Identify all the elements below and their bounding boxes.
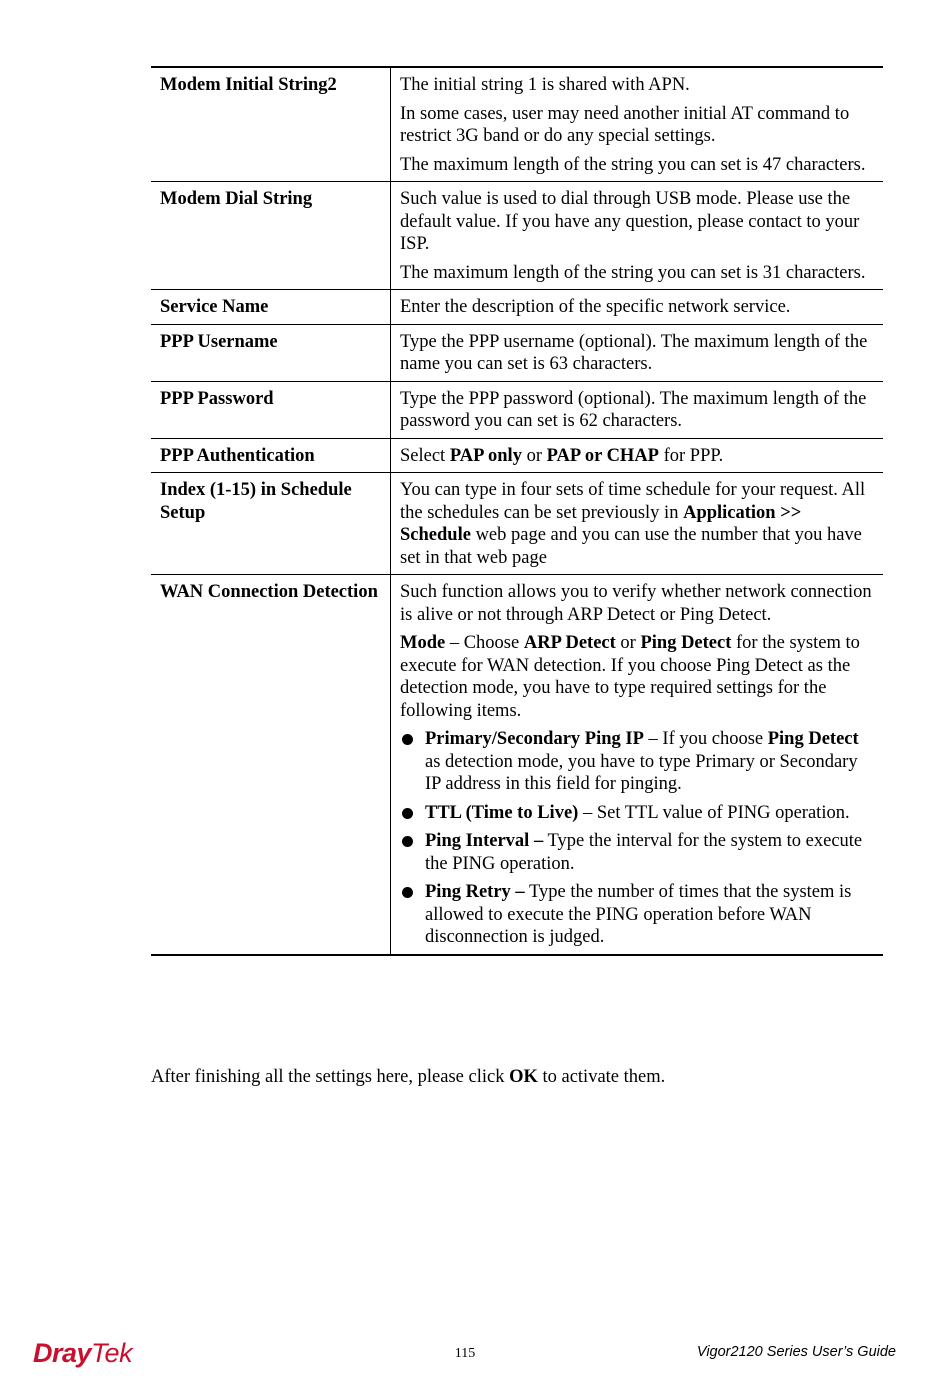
param-description [391, 438, 884, 473]
param-name: Modem Dial String [151, 182, 391, 290]
param-description [391, 381, 884, 438]
desc-paragraph: Mode – Choose ARP Detect or Ping Detect for the system to execute for WAN detection. If you choose Ping Detect as the detection mode, you have to type required settings for the following items. [400, 633, 860, 721]
table-row [151, 324, 883, 381]
param-name: Index (1-15) in Schedule Setup [151, 473, 391, 575]
desc-paragraph: Select PAP only or PAP or CHAP for PPP. [400, 445, 724, 466]
desc-paragraph: The initial string 1 is shared with APN. [400, 75, 690, 95]
param-name: PPP Authentication [151, 438, 391, 473]
bullet-item: Ping Retry – Type the number of times that the system is allowed to execute the PING operation before WAN disconnection is judged. [400, 881, 875, 949]
page-footer [0, 1338, 950, 1378]
param-description [391, 575, 884, 955]
table-row [151, 473, 883, 575]
param-description [391, 473, 884, 575]
closing-paragraph: After finishing all the settings here, please click OK to activate them. [151, 1067, 666, 1087]
table-row [151, 438, 883, 473]
param-description [391, 182, 884, 290]
desc-paragraph: Type the PPP username (optional). The maximum length of the name you can set is 63 characters. [400, 331, 868, 374]
draytek-logo: DrayTek [33, 1338, 133, 1368]
desc-paragraph: You can type in four sets of time schedule for your request. All the schedules can be set previously in Application >> Schedule web page and you can use the number that you have set in that web page [400, 480, 866, 568]
table-row [151, 575, 883, 955]
param-name: PPP Username [151, 324, 391, 381]
page-number: 115 [454, 1346, 476, 1361]
desc-paragraph: Such value is used to dial through USB mode. Please use the default value. If you have any question, please contact to your ISP. [400, 189, 860, 254]
bullet-list [400, 728, 875, 949]
table-row [151, 381, 883, 438]
param-description [391, 67, 884, 182]
parameter-table [151, 66, 883, 956]
table-row [151, 67, 883, 182]
table-row [151, 290, 883, 325]
desc-paragraph: Type the PPP password (optional). The maximum length of the password you can set is 62 characters. [400, 388, 867, 431]
param-description [391, 324, 884, 381]
desc-paragraph: Enter the description of the specific network service. [400, 297, 791, 317]
desc-paragraph: In some cases, user may need another initial AT command to restrict 3G band or do any special settings. [400, 103, 850, 146]
param-name: WAN Connection Detection [151, 575, 391, 955]
bullet-item: TTL (Time to Live) – Set TTL value of PING operation. [400, 802, 875, 825]
guide-title: Vigor2120 Series User’s Guide [696, 1344, 896, 1360]
table-row [151, 182, 883, 290]
bullet-item: Ping Interval – Type the interval for the system to execute the PING operation. [400, 830, 875, 875]
param-name: Modem Initial String2 [151, 67, 391, 182]
bullet-item: Primary/Secondary Ping IP – If you choose Ping Detect as detection mode, you have to type Primary or Secondary IP address in this field for pinging. [400, 728, 875, 796]
desc-paragraph: Such function allows you to verify whether network connection is alive or not through ARP Detect or Ping Detect. [400, 582, 872, 625]
param-description [391, 290, 884, 325]
param-name: Service Name [151, 290, 391, 325]
param-name: PPP Password [151, 381, 391, 438]
desc-paragraph: The maximum length of the string you can set is 47 characters. [400, 154, 866, 175]
desc-paragraph: The maximum length of the string you can set is 31 characters. [400, 262, 866, 283]
